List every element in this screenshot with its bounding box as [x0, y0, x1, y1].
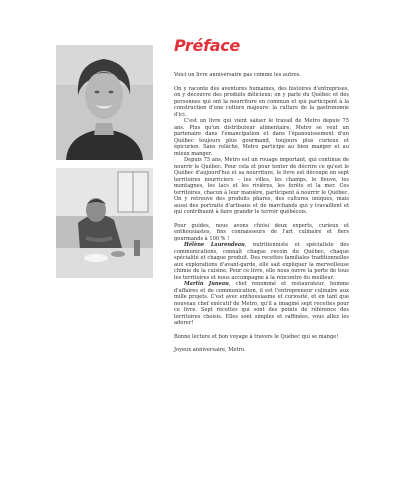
paragraph-martin [174, 281, 349, 327]
paragraph-1: On y raconte des aventures humaines, des histoires d'entreprises, on y découvre des produits délicieux; on y parle du Québec et des personnes qui ont la nourriture en commun et qui participent à la construction d'une culture majeure: la culture de la gastronomie d'ici. [174, 85, 349, 118]
intro-paragraph: Voici un livre anniversaire pas comme les autres. [174, 72, 301, 78]
helene-description: , nutritionniste et spécialiste des communications, connaît chaque recoin du Québec, chaque spécialité et chaque produit. Des recettes familiales traditionnelles aux explorations d'avant-garde, elle sait expliquer la merveilleuse chimie de la cuisine. Pour ce livre, elle nous ouvre la porte de tous les territoires et nous accompagne à la rencontre du meilleur. [174, 242, 349, 281]
paragraph-helene [174, 242, 349, 281]
page-title: Préface [174, 36, 240, 55]
paragraph-4: Pour guides, nous avons choisi deux experts, curieux et enthousiastes, fins connaisseurs de l'art culinaire et fiers gourmands à 100 % ! [174, 222, 349, 242]
preface-body [174, 72, 349, 354]
signoff: Joyeux anniversaire, Metro. [174, 347, 246, 353]
paragraph-3: Depuis 75 ans, Metro est un rouage important, qui continue de nourrir le Québec. Pour cela et pour tenter de décrire ce qu'est le Québec d'aujourd'hui et sa nourriture, le livre est découpé en sept territoires nourriciers – les villes, les champs, le fleuve, les montagnes, les lacs et les rivières, les forêts et la mer. Ces territoires, chacun à leur manière, participent à nourrir le Québec. On y retrouve des produits phares, des cultures uniques, mais aussi des portraits d'artisans et de marchands qui y travaillent et qui contribuent à faire grandir le terroir québécois. [174, 157, 349, 215]
chef-photo-martin [56, 168, 153, 278]
closing-paragraph: Bonne lecture et bon voyage à travers le Québec qui se mange! [174, 333, 339, 340]
martin-description: , chef renommé et restaurateur, homme d'affaires et de communication, il est l'entrepreneur culinaire aux mille projets. C'est avec enthousiasme et curiosité, et en tant que nouveau chef exécutif de Metro, qu'il a imaginé sept recettes pour ce livre. Sept recettes qui sont des points de référence des territoires choisis. Elles sont simples et raffinées, vous allez les adorer! [174, 281, 349, 326]
portrait-photo-helene [56, 45, 153, 160]
paragraph-2: C'est un livre qui vient saluer le travail de Metro depuis 75 ans. Plus qu'un distributeur alimentaire, Metro se veut un partenaire dans l'émancipation et dans l'épanouissement d'un Québec toujours plus gourmand, toujours plus curieux et épicurien. Sans relâche, Metro participe au bien manger et au mieux manger. [174, 118, 349, 157]
name-helene: Hélène Laurendeau [184, 242, 245, 248]
name-martin: Martin Juneau [184, 281, 229, 287]
